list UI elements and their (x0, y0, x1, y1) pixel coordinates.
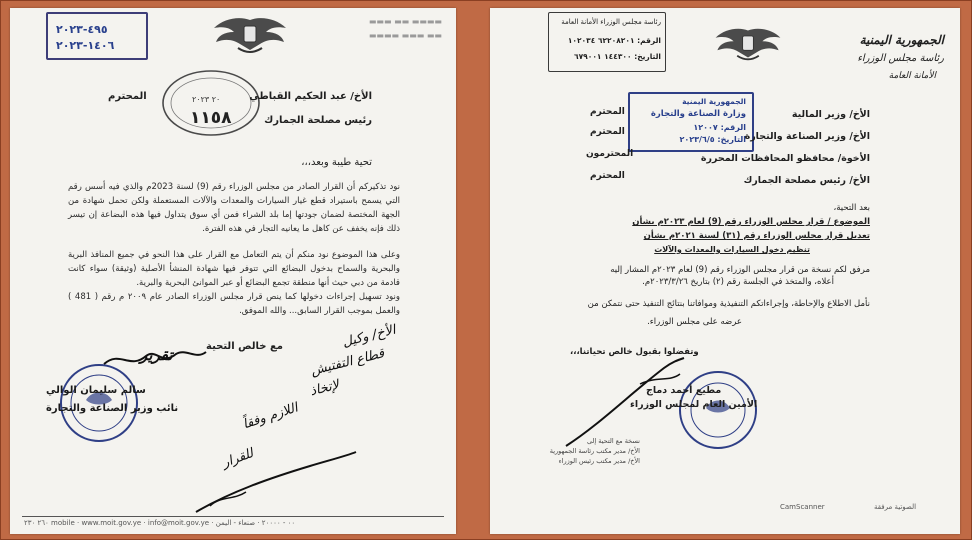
reference-stamp-line-1: ٤٩٥-٢٠٢٣ (56, 23, 108, 36)
annotation-line-5: للقرار (220, 445, 256, 472)
body-paragraph-1: نود تذكيركم أن القرار الصادر من مجلس الوزراء رقم (9) لسنة 2023م والذي فيه أسس رقم التي يسمح باستيراد قطع غيار السيارات والمعدات والآلات المستعملة ولكن تحمل شهادة من الجهة المختصة لضمان جودتها إما بلد الشراء فمن أي سوق يتداول فيها هذه البضاعة إن تيسر ذلك فإنه يخفف عن كاهل ما يعانيه التجار في هذه الفترة. (68, 182, 401, 234)
signer-title: الأمين العام لمجلس الوزراء (630, 399, 758, 410)
letterhead-faint-text: ▬▬▬ ▬▬ ▬▬▬▬ (368, 17, 442, 26)
cabinet-box-line-2: الرقم: ٦٢٢٠٨٢٠١ ١٠٢٠٣٤ (567, 36, 661, 45)
crest-title-line-1: الجمهورية اليمنية (859, 33, 944, 47)
addressee-name: الأخ/ عبد الحكيم القباطي (249, 91, 372, 102)
greeting: بعد التحية، (833, 203, 870, 213)
reference-stamp-line-2: ١٤٠٦-٢٠٢٣ (56, 39, 115, 52)
left-letter-page (10, 8, 456, 534)
ministry-stamp-line-4: التاريخ: ٢٠٢٣/٦/٥ (679, 135, 746, 144)
subject-line-3: تنظيم دخول السيارات والمعدات والآلات (654, 245, 810, 254)
annotation-line-4: اللازم وفقاً (241, 400, 300, 433)
footer-contact: ٢٦٠ ٢٣٠ mobile · www.moit.gov.ye · info@moit.gov.ye · ٠٠ - ٢٠٠٠٠ · صنعاء - اليمن (24, 519, 296, 527)
annotation-line-2: قطاع التفتيش (309, 346, 386, 379)
copies-line-2: الأخ/ مدير مكتب رئاسة الجمهورية (549, 447, 640, 455)
signer-name: مطيع أحمد دماج (646, 385, 722, 396)
crest-title-line-3: الأمانة العامة (888, 71, 936, 81)
recipient-4-name: الأخ/ رئيس مصلحة الجمارك (743, 175, 870, 186)
body-line-4: عرضه على مجلس الوزراء. (647, 317, 742, 327)
annotation-line-1: الأخ/ وكيل (340, 322, 398, 351)
yemen-emblem-icon (210, 14, 290, 56)
ministry-stamp-line-1: الجمهورية اليمنية (682, 97, 746, 106)
cabinet-reference-box (548, 12, 666, 72)
signer-title: نائب وزير الصناعة والتجارة (46, 403, 179, 414)
body-paragraph-3: ونود تسهيل إجراءات دخولها كما ينص قرار مجلس الوزراء الصادر عام ٢٠٠٩ م رقم ( 481 ) والعمل بموجب القرار السابق... والله الموفق. (68, 292, 400, 316)
footer-rule (22, 516, 444, 517)
right-letter-page (490, 8, 960, 534)
camscanner-footer: CamScanner (780, 503, 825, 511)
letterhead-faint-text-2: ▬▬▬▬ ▬▬▬ ▬▬ (368, 31, 442, 40)
recipient-2-name: الأخ/ وزير الصناعة والتجارة (744, 131, 870, 142)
subject-line-1: الموضوع / قرار مجلس الوزراء رقم (9) لعام ٢٠٢٣م بشأن (632, 217, 870, 227)
recipient-3-honorific: المحترمون (586, 149, 634, 159)
ministry-stamp-line-3: الرقم: ١٢٠٠٧ (693, 123, 746, 132)
signature-handwriting: تقرير (140, 346, 173, 364)
greeting: تحية طيبة وبعد،،، (301, 157, 372, 168)
cabinet-box-line-1: رئاسة مجلس الوزراء الأمانة العامة (561, 18, 661, 26)
received-stamp-number: ١١٥٨ (190, 108, 232, 128)
recipient-1-name: الأخ/ وزير المالية (791, 109, 870, 120)
copies-line-3: الأخ/ مدير مكتب رئيس الوزراء (558, 457, 640, 465)
body-line-1: مرفق لكم نسخة من قرار مجلس الوزراء رقم (9) لعام ٢٠٢٣م المشار إليه (610, 265, 870, 275)
signature-scribble (100, 342, 210, 372)
reference-stamp-box (46, 12, 148, 60)
recipient-1-honorific: المحترم (590, 107, 625, 117)
ministry-stamp-line-2: وزارة الصناعة والتجارة (650, 109, 746, 119)
cabinet-box-line-3: التاريخ: ١٤٤٣٠٠ ٦٧٩٠٠١ (574, 52, 661, 61)
recipient-2-honorific: المحترم (590, 127, 625, 137)
honorific-label: المحترم (108, 91, 147, 102)
annotation-stroke (190, 445, 360, 518)
body-paragraph-2: وعلى هذا الموضوع نود منكم أن يتم التعامل مع القرار على هذا النحو في جميع المنافذ البرية والبحرية والسماح بدخول البضائع التي تتوفر فيها شهادة المنشأ الأصلية (وثيقة) سواء كانت قادمة من دبي حيث أنها منطقة تجمع البضائع أو عبر الموانئ البحرية والبرية. (68, 250, 400, 288)
signer-name: سالم سليمان الوالي (46, 385, 146, 396)
addressee-title: رئيس مصلحة الجمارك (264, 115, 372, 126)
recipient-3-name: الأخوة/ محافظو المحافظات المحررة (700, 153, 870, 164)
yemen-emblem-icon (712, 24, 784, 64)
body-line-2: أعلاه، والمتخذ في الجلسة رقم (٢) بتاريخ ٢٠٢٣/٣/٢٦م. (642, 277, 834, 287)
closing-line: مع خالص التحية (206, 341, 283, 352)
ministry-received-stamp (628, 92, 754, 152)
copies-line-1: نسخة مع التحية إلى (586, 437, 640, 445)
footer-arabic: الصوتية مرفقة (874, 503, 917, 511)
closing-line: وتفضلوا بقبول خالص تحياتنا،،، (570, 347, 699, 357)
body-line-3: نأمل الاطلاع والإحاطة، وإجراءاتكم التنفيذية وموافاتنا بنتائج التنفيذ حتى نتمكن من (587, 299, 870, 309)
received-stamp-date: ٢٠ ٢٠٢٣ (192, 95, 221, 104)
crest-title-line-2: رئاسة مجلس الوزراء (857, 53, 944, 64)
annotation-line-3: لإتخاذ (308, 377, 341, 400)
subject-line-2: تعديل قرار مجلس الوزراء رقم (٣١) لسنة ٢٠٢١م بشأن (643, 231, 870, 241)
recipient-4-honorific: المحترم (590, 171, 625, 181)
